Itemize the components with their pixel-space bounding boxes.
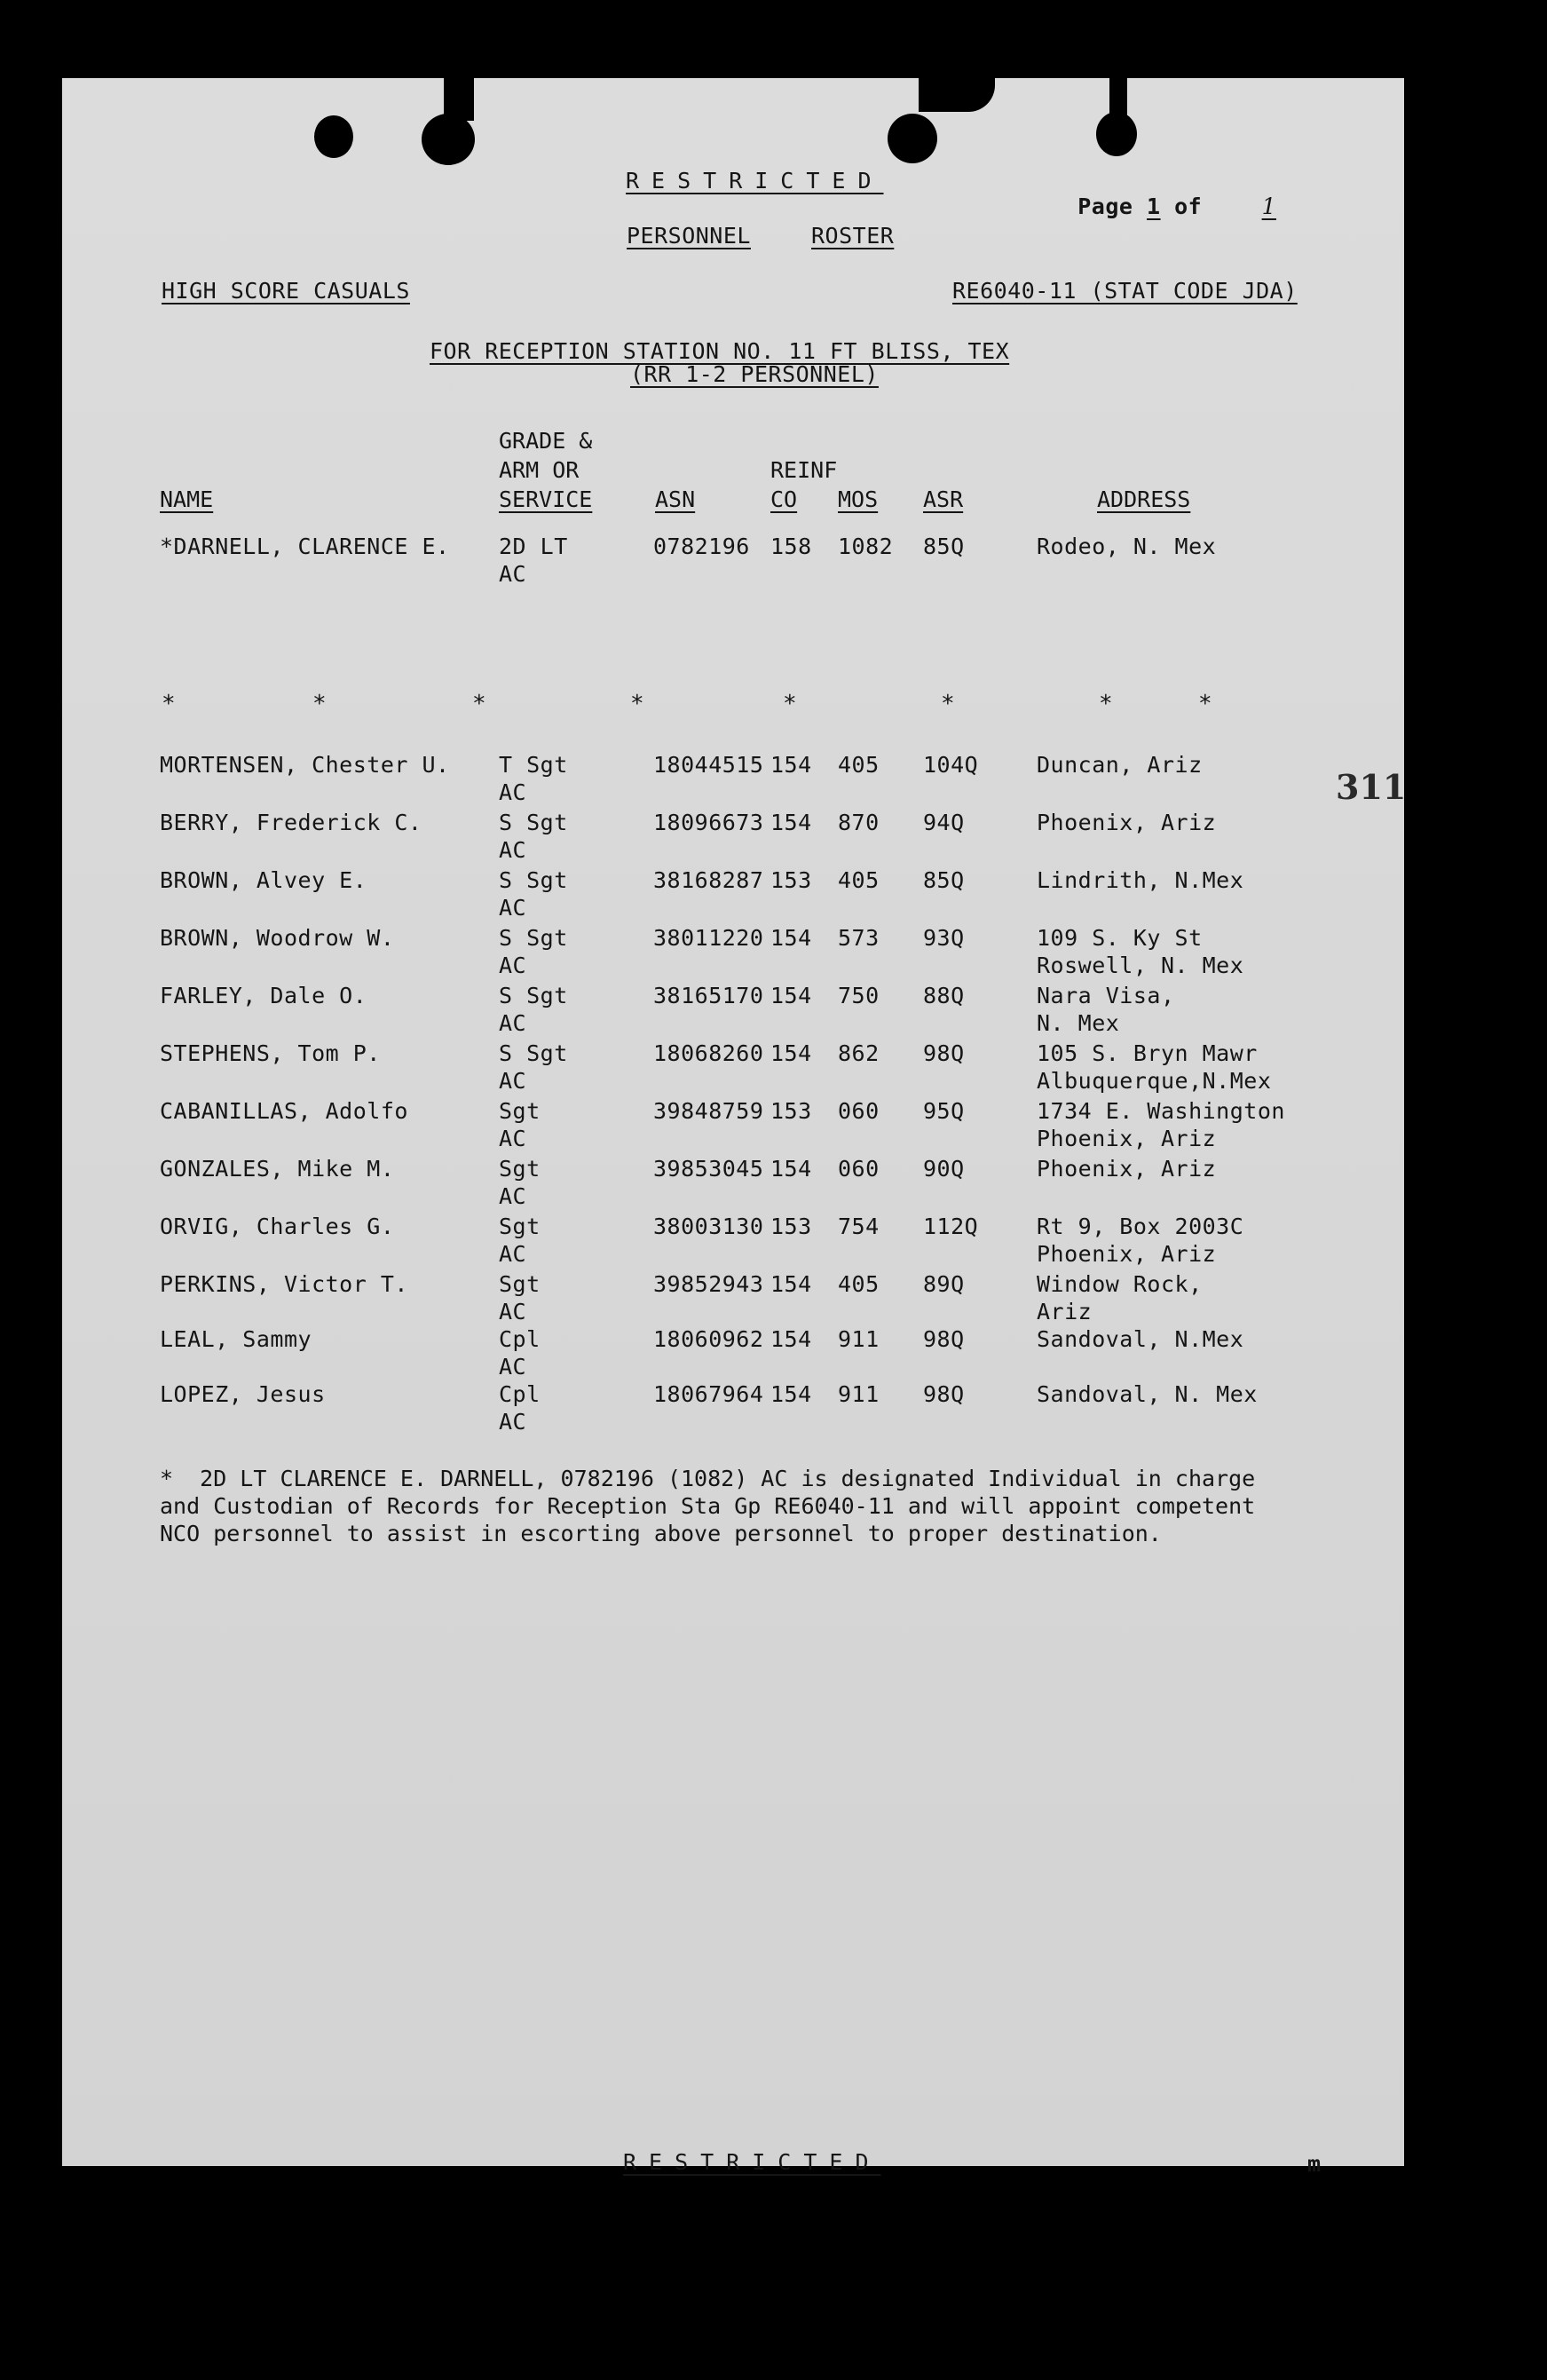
row-asn: 38168287 bbox=[653, 867, 764, 893]
roster-row bbox=[160, 982, 1402, 1040]
torn-notch-2 bbox=[919, 78, 995, 112]
col-co: CO bbox=[770, 486, 798, 512]
row-asr: 93Q bbox=[923, 925, 965, 951]
row-address-1: 105 S. Bryn Mawr bbox=[1037, 1040, 1258, 1066]
row-arm: AC bbox=[499, 1010, 527, 1036]
officer-name: *DARNELL, CLARENCE E. bbox=[160, 534, 450, 559]
row-arm: AC bbox=[499, 895, 527, 921]
row-address-1: Window Rock, bbox=[1037, 1271, 1203, 1297]
row-grade: S Sgt bbox=[499, 867, 568, 893]
row-address-1: 1734 E. Washington bbox=[1037, 1098, 1285, 1124]
row-address-1: Phoenix, Ariz bbox=[1037, 1156, 1217, 1182]
row-address-1: Sandoval, N. Mex bbox=[1037, 1381, 1258, 1407]
footnote-line: and Custodian of Records for Reception Sta Gp RE6040-11 and will appoint competent bbox=[160, 1493, 1256, 1519]
row-address-1: Duncan, Ariz bbox=[1037, 752, 1203, 778]
officer-co: 158 bbox=[770, 534, 812, 559]
separator-star: * bbox=[783, 691, 797, 717]
station-sub: (RR 1-2 PERSONNEL) bbox=[630, 361, 879, 387]
col-reinf: REINF bbox=[770, 457, 838, 483]
col-mos: MOS bbox=[838, 486, 879, 512]
col-grade-3: SERVICE bbox=[499, 486, 593, 512]
roster-row bbox=[160, 1325, 1402, 1384]
row-asr: 98Q bbox=[923, 1381, 965, 1407]
col-address: ADDRESS bbox=[1097, 486, 1191, 512]
row-address-1: Nara Visa, bbox=[1037, 983, 1175, 1008]
document-page bbox=[62, 78, 1407, 2177]
row-address-1: Sandoval, N.Mex bbox=[1037, 1326, 1244, 1352]
officer-arm: AC bbox=[499, 561, 527, 587]
row-address-2: Roswell, N. Mex bbox=[1037, 953, 1244, 978]
roster-row bbox=[160, 1097, 1402, 1156]
of-label: of bbox=[1174, 194, 1203, 219]
col-asn: ASN bbox=[655, 486, 696, 512]
col-grade-1: GRADE & bbox=[499, 428, 593, 454]
row-co: 154 bbox=[770, 1040, 812, 1066]
row-grade: Sgt bbox=[499, 1098, 541, 1124]
row-mos: 060 bbox=[838, 1098, 880, 1124]
row-mos: 060 bbox=[838, 1156, 880, 1182]
row-address-2: N. Mex bbox=[1037, 1010, 1120, 1036]
row-asn: 39852943 bbox=[653, 1271, 764, 1297]
separator-star: * bbox=[312, 691, 327, 717]
side-reference-number: 311 bbox=[1336, 767, 1407, 807]
row-name: MORTENSEN, Chester U. bbox=[160, 752, 450, 778]
row-name: STEPHENS, Tom P. bbox=[160, 1040, 381, 1066]
row-asr: 88Q bbox=[923, 983, 965, 1008]
row-arm: AC bbox=[499, 1068, 527, 1094]
roster-row bbox=[160, 809, 1402, 867]
roster-row bbox=[160, 1380, 1402, 1439]
row-co: 153 bbox=[770, 867, 812, 893]
row-asn: 18067964 bbox=[653, 1381, 764, 1407]
row-asn: 39853045 bbox=[653, 1156, 764, 1182]
row-grade: T Sgt bbox=[499, 752, 568, 778]
row-co: 154 bbox=[770, 1326, 812, 1352]
row-arm: AC bbox=[499, 1299, 527, 1324]
separator-star: * bbox=[941, 691, 955, 717]
page-indicator bbox=[1022, 165, 1322, 248]
row-asn: 18096673 bbox=[653, 810, 764, 835]
footnote-line: * 2D LT CLARENCE E. DARNELL, 0782196 (1082) AC is designated Individual in charge bbox=[160, 1466, 1256, 1491]
row-arm: AC bbox=[499, 1409, 527, 1435]
col-grade bbox=[499, 426, 592, 514]
row-asn: 18068260 bbox=[653, 1040, 764, 1066]
row-asn: 18060962 bbox=[653, 1326, 764, 1352]
separator-star: * bbox=[472, 691, 486, 717]
row-name: BROWN, Woodrow W. bbox=[160, 925, 395, 951]
torn-notch-1 bbox=[444, 78, 474, 121]
row-mos: 754 bbox=[838, 1214, 880, 1239]
officer-asr: 85Q bbox=[923, 534, 965, 559]
row-mos: 870 bbox=[838, 810, 880, 835]
corner-mark: m bbox=[1307, 2151, 1322, 2177]
row-arm: AC bbox=[499, 1126, 527, 1151]
row-address-2: Albuquerque,N.Mex bbox=[1037, 1068, 1272, 1094]
col-grade-2: ARM OR bbox=[499, 457, 580, 483]
roster-row bbox=[160, 1213, 1402, 1271]
separator-star: * bbox=[1099, 691, 1113, 717]
row-co: 154 bbox=[770, 810, 812, 835]
row-address-1: Rt 9, Box 2003C bbox=[1037, 1214, 1244, 1239]
row-arm: AC bbox=[499, 1183, 527, 1209]
row-arm: AC bbox=[499, 953, 527, 978]
row-grade: Cpl bbox=[499, 1326, 541, 1352]
roster-row bbox=[160, 1040, 1402, 1098]
officer-asn: 0782196 bbox=[653, 534, 750, 559]
row-arm: AC bbox=[499, 837, 527, 863]
row-asr: 90Q bbox=[923, 1156, 965, 1182]
row-asr: 85Q bbox=[923, 867, 965, 893]
page-number: 1 bbox=[1147, 194, 1161, 219]
row-address-2: Phoenix, Ariz bbox=[1037, 1241, 1217, 1267]
officer-address: Rodeo, N. Mex bbox=[1037, 534, 1217, 559]
row-grade: S Sgt bbox=[499, 1040, 568, 1066]
row-co: 154 bbox=[770, 1271, 812, 1297]
row-asr: 112Q bbox=[923, 1214, 979, 1239]
col-name: NAME bbox=[160, 486, 214, 512]
roster-row bbox=[160, 866, 1402, 925]
row-name: GONZALES, Mike M. bbox=[160, 1156, 395, 1182]
row-mos: 405 bbox=[838, 752, 880, 778]
roster-row bbox=[160, 1270, 1402, 1329]
row-asn: 18044515 bbox=[653, 752, 764, 778]
row-grade: S Sgt bbox=[499, 925, 568, 951]
casual-category: HIGH SCORE CASUALS bbox=[162, 278, 410, 304]
separator-star: * bbox=[1198, 691, 1212, 717]
roster-row bbox=[160, 924, 1402, 983]
row-name: LEAL, Sammy bbox=[160, 1326, 312, 1352]
restricted-header: RESTRICTED bbox=[626, 168, 884, 194]
row-name: CABANILLAS, Adolfo bbox=[160, 1098, 408, 1124]
row-asn: 38003130 bbox=[653, 1214, 764, 1239]
row-asr: 98Q bbox=[923, 1040, 965, 1066]
row-asn: 38165170 bbox=[653, 983, 764, 1008]
row-address-2: Ariz bbox=[1037, 1299, 1093, 1324]
page-label: Page bbox=[1077, 194, 1133, 219]
roster-row bbox=[160, 751, 1402, 810]
punch-hole-3 bbox=[888, 114, 937, 163]
row-arm: AC bbox=[499, 1241, 527, 1267]
separator-star: * bbox=[162, 691, 176, 717]
row-grade: Cpl bbox=[499, 1381, 541, 1407]
torn-notch-3 bbox=[1109, 78, 1127, 117]
row-co: 154 bbox=[770, 983, 812, 1008]
row-name: FARLEY, Dale O. bbox=[160, 983, 367, 1008]
row-address-1: 109 S. Ky St bbox=[1037, 925, 1203, 951]
row-arm: AC bbox=[499, 1354, 527, 1380]
row-grade: S Sgt bbox=[499, 810, 568, 835]
row-grade: Sgt bbox=[499, 1214, 541, 1239]
footnote-line: NCO personnel to assist in escorting above personnel to proper destination. bbox=[160, 1521, 1162, 1546]
roster-row bbox=[160, 1155, 1402, 1214]
row-grade: Sgt bbox=[499, 1156, 541, 1182]
row-name: ORVIG, Charles G. bbox=[160, 1214, 395, 1239]
officer-grade: 2D LT bbox=[499, 534, 568, 559]
separator-star: * bbox=[630, 691, 644, 717]
row-asr: 89Q bbox=[923, 1271, 965, 1297]
row-address-1: Lindrith, N.Mex bbox=[1037, 867, 1244, 893]
col-asr: ASR bbox=[923, 486, 964, 512]
footnote bbox=[160, 1465, 1402, 1547]
row-co: 153 bbox=[770, 1098, 812, 1124]
row-mos: 405 bbox=[838, 1271, 880, 1297]
row-name: LOPEZ, Jesus bbox=[160, 1381, 326, 1407]
title-roster: ROSTER bbox=[811, 223, 895, 249]
row-address-1: Phoenix, Ariz bbox=[1037, 810, 1217, 835]
row-mos: 750 bbox=[838, 983, 880, 1008]
row-co: 154 bbox=[770, 925, 812, 951]
row-asn: 38011220 bbox=[653, 925, 764, 951]
row-mos: 573 bbox=[838, 925, 880, 951]
row-co: 154 bbox=[770, 1156, 812, 1182]
punch-hole-4 bbox=[1096, 112, 1137, 156]
officer-row bbox=[160, 533, 1402, 591]
row-asr: 95Q bbox=[923, 1098, 965, 1124]
row-mos: 405 bbox=[838, 867, 880, 893]
station-line: FOR RECEPTION STATION NO. 11 FT BLISS, TEX bbox=[430, 338, 1010, 364]
row-asn: 39848759 bbox=[653, 1098, 764, 1124]
title-personnel: PERSONNEL bbox=[627, 223, 751, 249]
row-address-2: Phoenix, Ariz bbox=[1037, 1126, 1217, 1151]
row-arm: AC bbox=[499, 779, 527, 805]
row-co: 153 bbox=[770, 1214, 812, 1239]
row-co: 154 bbox=[770, 1381, 812, 1407]
restricted-footer: RESTRICTED bbox=[623, 2149, 881, 2175]
row-name: PERKINS, Victor T. bbox=[160, 1271, 408, 1297]
row-grade: S Sgt bbox=[499, 983, 568, 1008]
row-grade: Sgt bbox=[499, 1271, 541, 1297]
punch-hole-1 bbox=[314, 115, 353, 158]
row-mos: 911 bbox=[838, 1381, 880, 1407]
row-asr: 94Q bbox=[923, 810, 965, 835]
row-name: BROWN, Alvey E. bbox=[160, 867, 367, 893]
row-co: 154 bbox=[770, 752, 812, 778]
row-name: BERRY, Frederick C. bbox=[160, 810, 422, 835]
row-mos: 911 bbox=[838, 1326, 880, 1352]
row-mos: 862 bbox=[838, 1040, 880, 1066]
row-asr: 98Q bbox=[923, 1326, 965, 1352]
page-total: 1 bbox=[1261, 194, 1276, 219]
stat-code: RE6040-11 (STAT CODE JDA) bbox=[952, 278, 1298, 304]
punch-hole-2 bbox=[422, 114, 475, 165]
row-asr: 104Q bbox=[923, 752, 979, 778]
officer-mos: 1082 bbox=[838, 534, 894, 559]
